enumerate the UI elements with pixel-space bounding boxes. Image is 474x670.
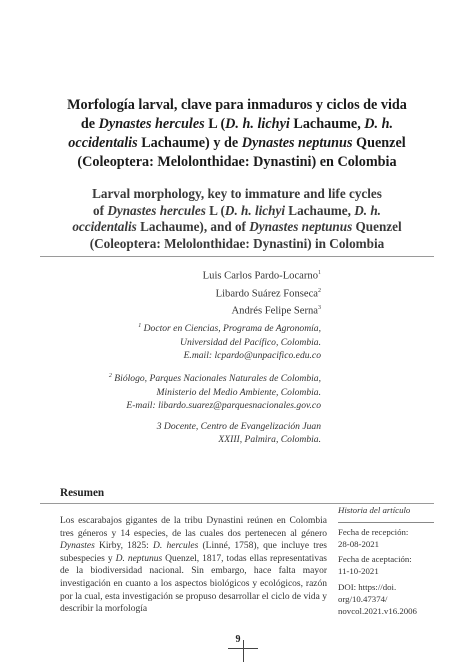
- affiliation-3: 3 Docente, Centro de Evangelización Juan XXIII, Palmira, Colombia.: [156, 421, 321, 446]
- author-2: Libardo Suárez Fonseca$^2$: [215, 287, 321, 300]
- author-1: Luis Carlos Pardo-Locarno$^1$: [202, 270, 321, 282]
- title-spanish: [40, 96, 434, 172]
- abstract-text: Los escarabajos gigantes de la tribu Dynastini reúnen en Colombia tres géneros y 14 especies, de las cuales dos pertenecen al género Dynastes Kirby, 1825: D. hercules (Linné, 1758), que incluye tres subespecies y D. neptunus Quenzel, 1817, todas ellas representativas de la biodiversidad nacional. Sin embargo, hace falta mayor investigación en cuanto a los aspectos biológicos y ecológicos, razón por la cual, esta investigación se propuso desarrollar el ciclo de vida y describir la morfología: [60, 516, 327, 615]
- title-es-line-2: de Dynastes hercules L (D. h. lichyi Lachaume, D. h.: [80, 116, 394, 132]
- title-es-line-1: Morfología larval, clave para inmaduros y ciclos de vida: [67, 97, 407, 113]
- received-date: Fecha de recepción: 28-08-2021: [338, 526, 409, 549]
- title-en-line-1: Larval morphology, key to immature and life cycles: [92, 186, 382, 201]
- title-divider: [40, 256, 434, 257]
- affiliation-1: $^1$ Doctor en Ciencias, Programa de Agronomía, Universidad del Pacífico, Colombia. E.mail: lcpardo@unpacifico.edu.co: [138, 323, 321, 361]
- article-history: [338, 505, 434, 621]
- page-number: 9: [235, 634, 241, 645]
- author-list: [203, 266, 321, 319]
- title-es-line-4: (Coleoptera: Melolonthidae: Dynastini) en Colombia: [77, 154, 397, 170]
- title-en-line-2: of Dynastes hercules L (D. h. lichyi Lachaume, D. h.: [93, 202, 381, 218]
- affiliation-2: $^2$ Biólogo, Parques Nacionales Naturales de Colombia, Ministerio del Medio Ambiente, Colombia. E-mail: libardo.suarez@parquesnacionales.gov.co: [108, 373, 321, 411]
- article-history-divider: [338, 522, 434, 523]
- title-en-line-4: (Coleoptera: Melolonthidae: Dynastini) in Colombia: [89, 235, 385, 251]
- title-es-line-3: occidentalis Lachaume) y de Dynastes neptunus Quenzel: [68, 135, 406, 151]
- article-history-title: Historia del artículo: [338, 505, 411, 515]
- title-english: [56, 186, 418, 252]
- title-en-line-3: occidentalis Lachaume), and of Dynastes neptunus Quenzel: [72, 219, 402, 234]
- abstract-heading: Resumen: [60, 487, 105, 499]
- author-3: Andrés Felipe Serna$^3$: [231, 305, 321, 317]
- accepted-date: Fecha de aceptación: 11-10-2021: [338, 554, 412, 577]
- abstract-divider: [40, 503, 434, 504]
- doi-link[interactable]: DOI: https://doi. org/10.47374/ novcol.2021.v16.2006: [338, 581, 417, 616]
